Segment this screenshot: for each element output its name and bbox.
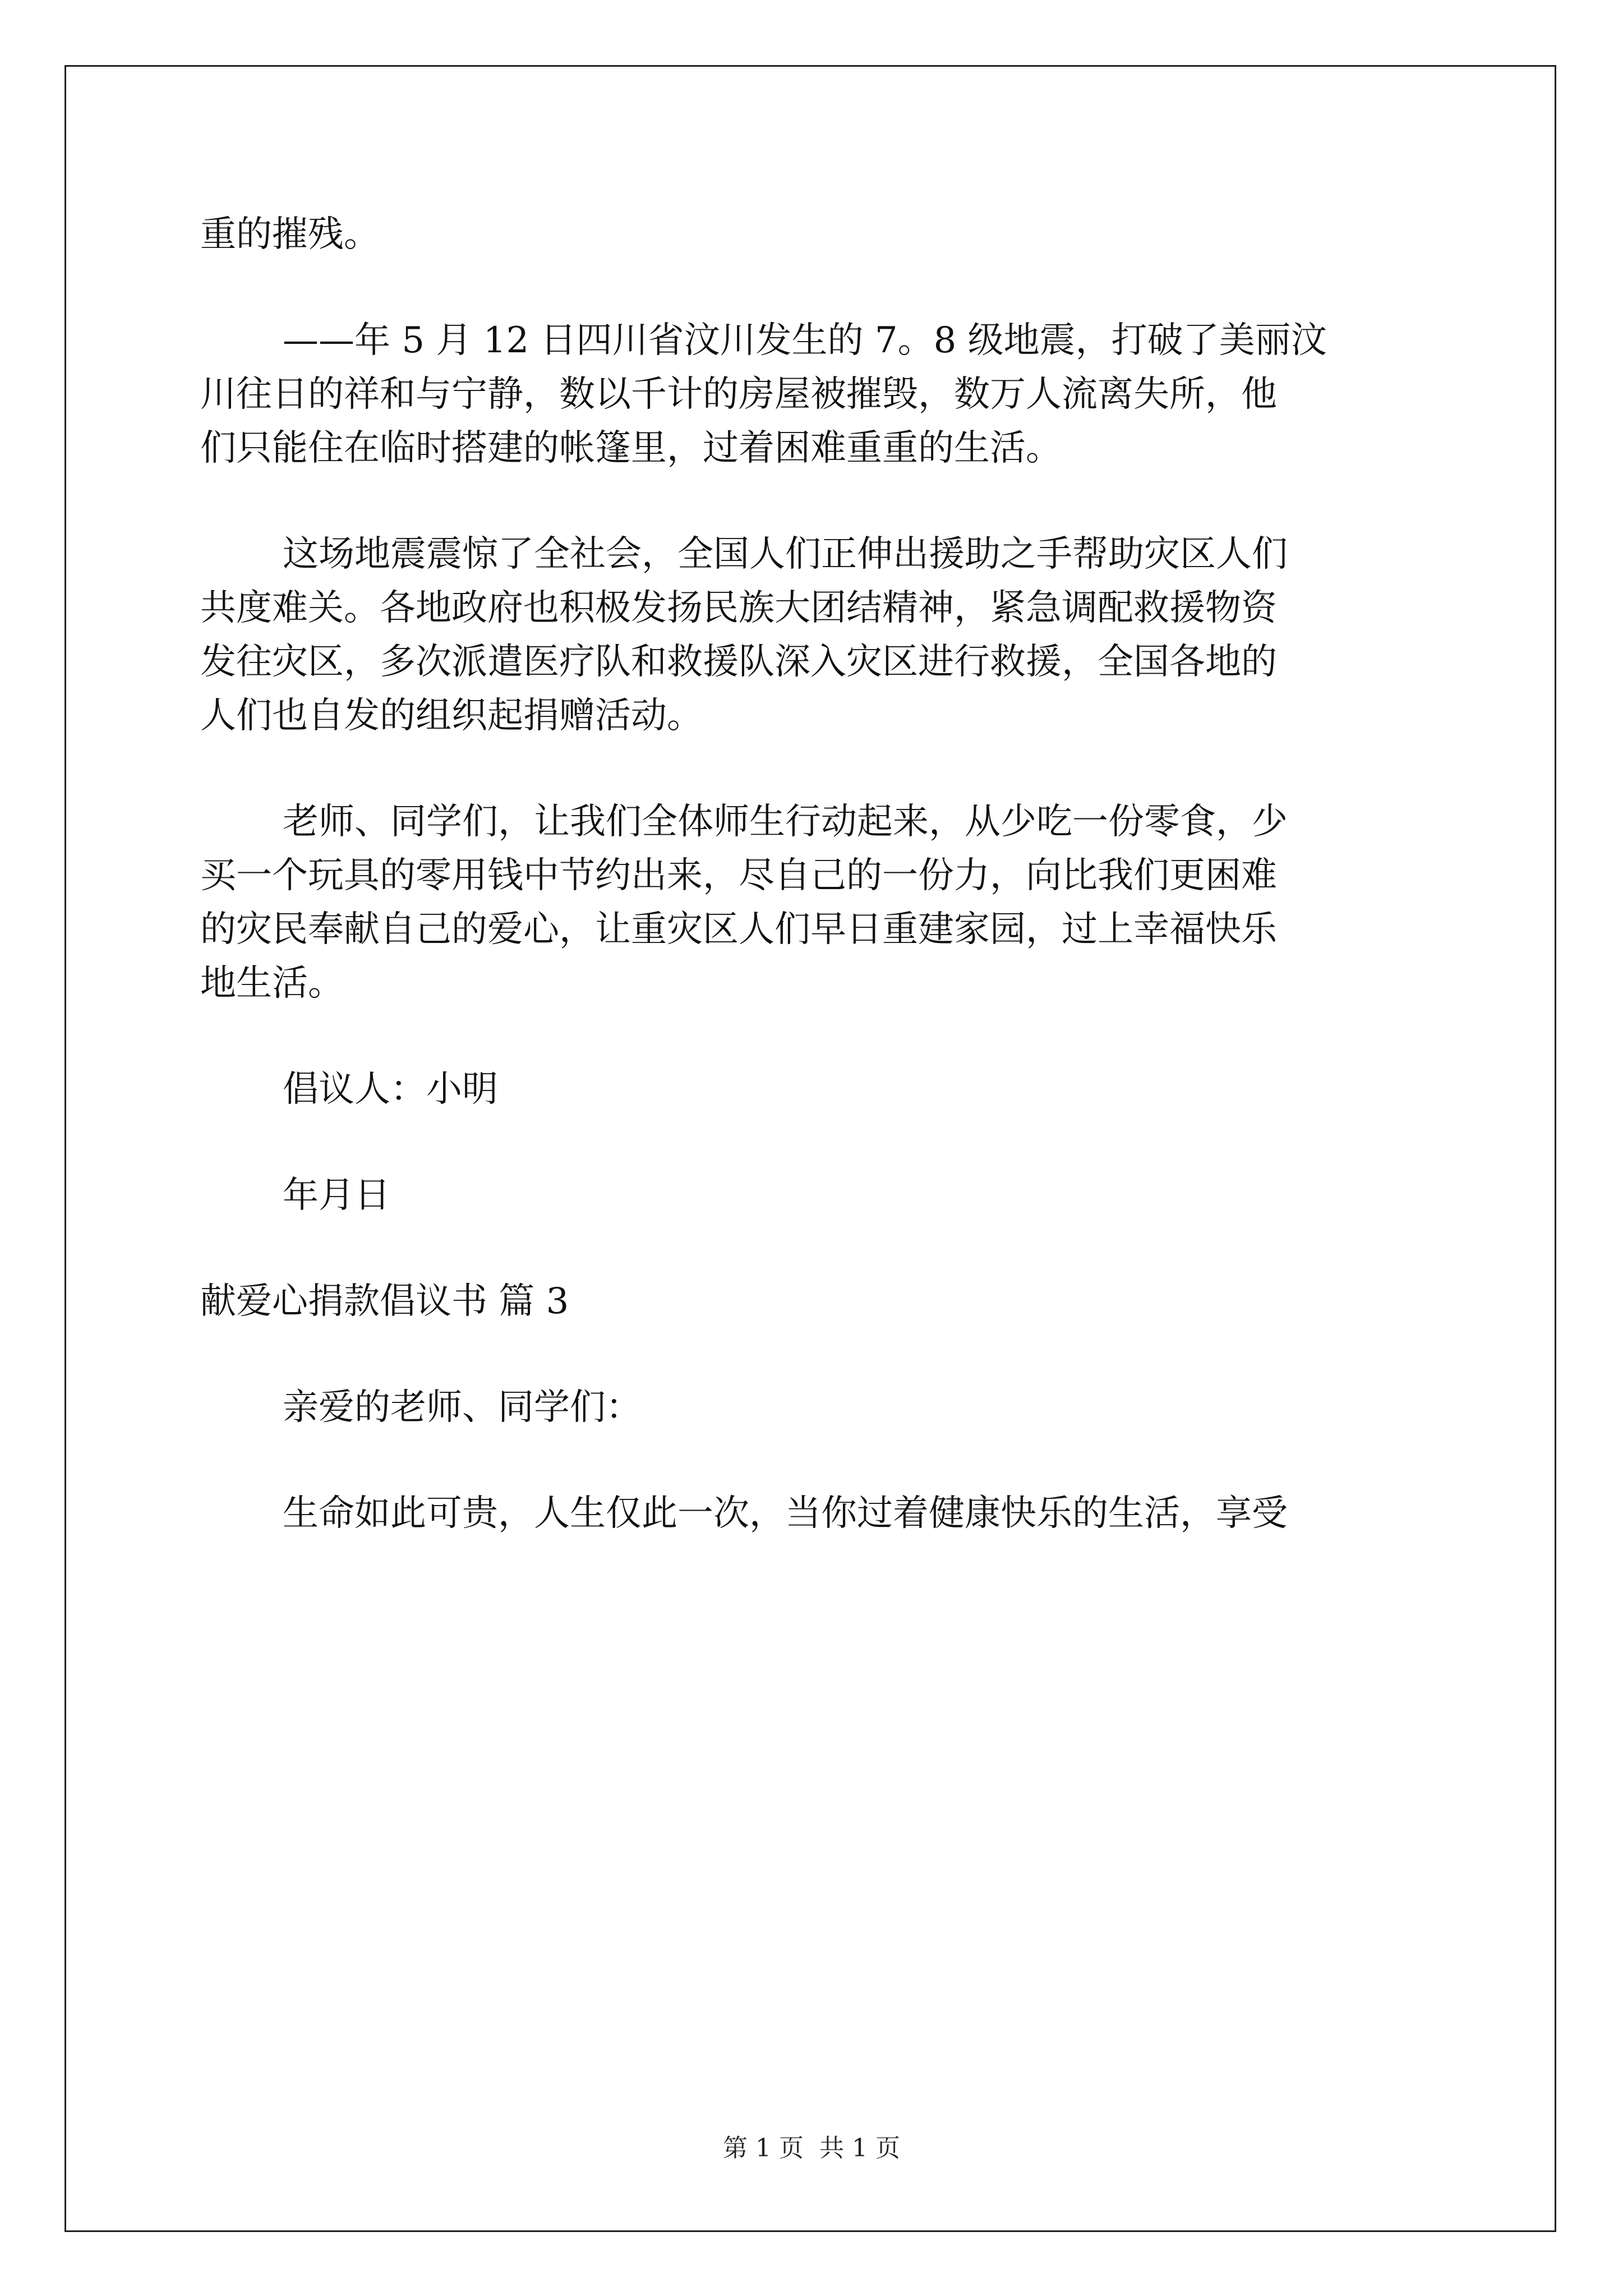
date-line: 年月日 xyxy=(283,1175,390,1216)
text-line: 共度难关。各地政府也积极发扬民族大团结精神，紧急调配救援物资 xyxy=(200,587,1277,629)
text-line: 买一个玩具的零用钱中节约出来，尽自己的一份力，向比我们更困难 xyxy=(200,855,1277,896)
paragraph xyxy=(200,1487,1428,1540)
text-line: 的灾民奉献自己的爱心，让重灾区人们早日重建家园，过上幸福快乐 xyxy=(200,909,1277,950)
text-line: 发往灾区，多次派遣医疗队和救援队深入灾区进行救援，全国各地的 xyxy=(200,641,1277,683)
signature-paragraph xyxy=(200,1062,1428,1116)
text-line: 地生活。 xyxy=(200,963,344,1004)
text-line: 人们也自发的组织起捐赠活动。 xyxy=(200,695,703,737)
document-body xyxy=(200,208,1428,1540)
heading-line: 献爱心捐款倡议书 篇 3 xyxy=(200,1281,569,1322)
total-pages: 共 1 页 xyxy=(819,2134,900,2162)
paragraph xyxy=(200,527,1428,743)
signature-line: 倡议人：小明 xyxy=(283,1069,498,1110)
text-line: ——年 5 月 12 日四川省汶川发生的 7。8 级地震，打破了美丽汶 xyxy=(283,320,1327,361)
text-line: 这场地震震惊了全社会，全国人们正伸出援助之手帮助灾区人们 xyxy=(283,533,1288,575)
text-line: 老师、同学们，让我们全体师生行动起来，从少吃一份零食，少 xyxy=(283,801,1288,843)
text-line: 亲爱的老师、同学们： xyxy=(283,1387,642,1428)
text-line: 重的摧残。 xyxy=(200,214,380,255)
text-line: 们只能住在临时搭建的帐篷里，过着困难重重的生活。 xyxy=(200,427,1062,469)
page-footer xyxy=(0,2132,1623,2165)
text-line: 生命如此可贵，人生仅此一次，当你过着健康快乐的生活，享受 xyxy=(283,1493,1288,1534)
date-paragraph xyxy=(200,1168,1428,1222)
paragraph xyxy=(200,314,1428,475)
page-number: 第 1 页 xyxy=(723,2134,804,2162)
paragraph xyxy=(200,795,1428,1010)
text-line: 川往日的祥和与宁静，数以千计的房屋被摧毁，数万人流离失所，他 xyxy=(200,374,1277,415)
section-heading xyxy=(200,1274,1428,1328)
paragraph xyxy=(200,208,1428,261)
salutation xyxy=(200,1381,1428,1434)
